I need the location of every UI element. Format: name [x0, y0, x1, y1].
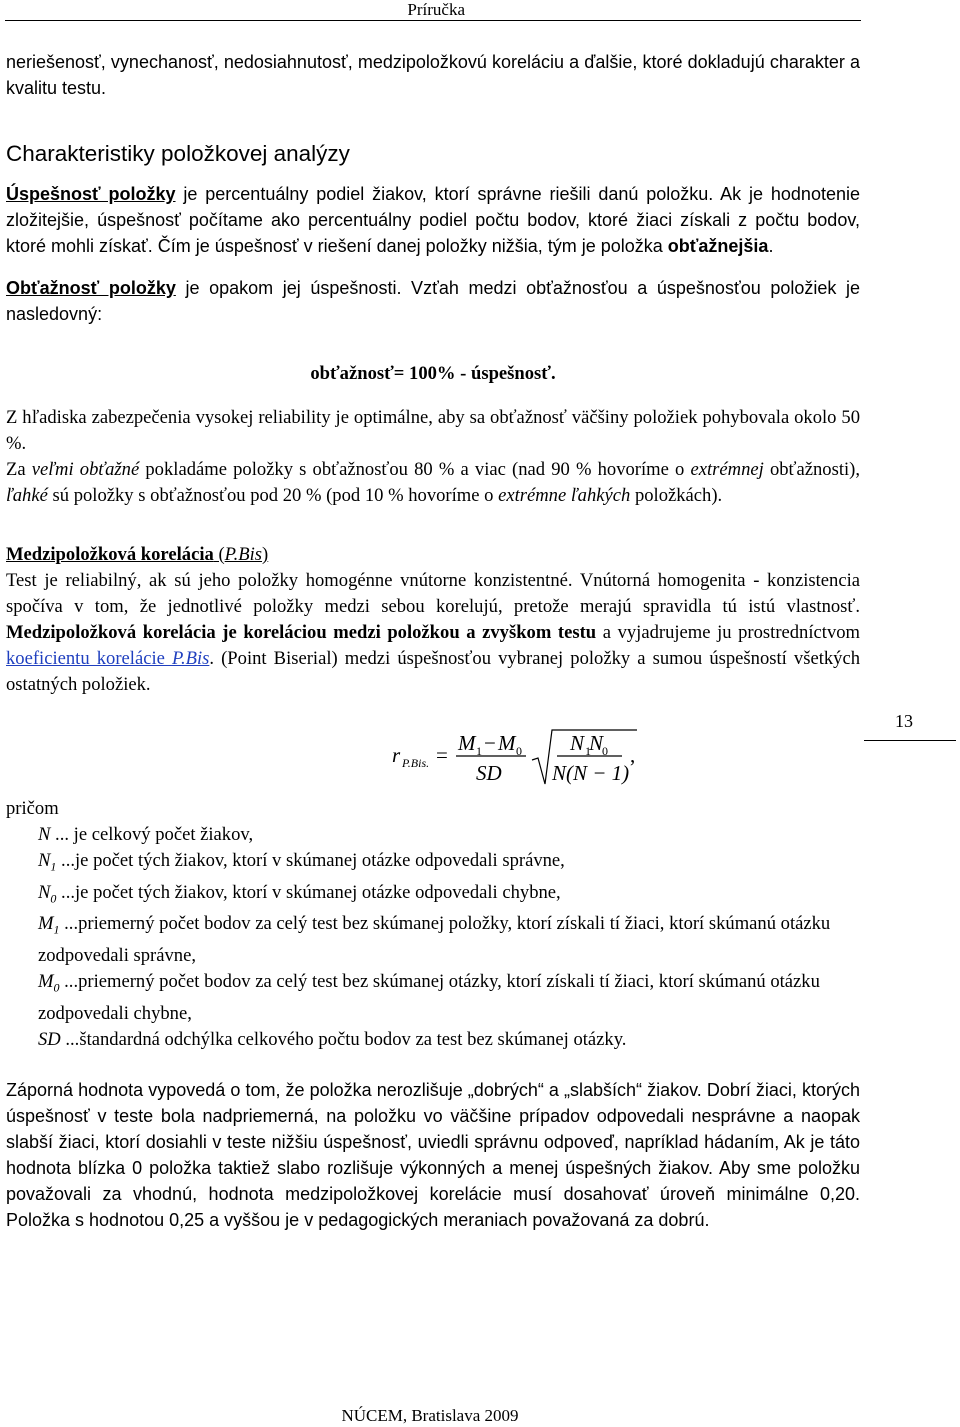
- definition-symbol: N: [38, 824, 51, 845]
- success-bold: obťažnejšia: [667, 236, 769, 256]
- formula-n1-sub: 1: [585, 744, 591, 758]
- symbol-definitions: [38, 822, 860, 1053]
- success-text: je percentuálny podiel žiakov, ktorí správne riešili danú položku. Ak je hodnotenie zložitejšie, úspešnosť počítame ako percentuálny podiel počtu bodov, ktoré žiaci získali z počtu bodov, ktoré mohli získať. Čím je úspešnosť v riešení danej položky nižšia, tým je položka: [6, 184, 860, 256]
- formula-n1: N: [570, 731, 585, 755]
- definition-symbol: N: [38, 850, 51, 871]
- correlation-paren-close: ): [262, 544, 269, 565]
- definition-subscript: 0: [50, 891, 57, 906]
- formula-m0-sub: 0: [516, 744, 522, 758]
- formula-n0: N: [589, 731, 604, 755]
- page-body: [6, 49, 860, 1233]
- definition-text: ...priemerný počet bodov za celý test bez skúmanej otázky, ktorí získali tí žiaci, ktorí skúmanú otázku zodpovedali chybne,: [38, 971, 820, 1024]
- correlation-paragraph: [6, 568, 860, 698]
- formula-root-den: N(N − 1): [552, 761, 630, 785]
- formula-sd: SD: [476, 761, 502, 785]
- correlation-heading: [6, 542, 860, 568]
- definition-symbol: SD: [38, 1028, 61, 1050]
- formula-comma: ,: [630, 743, 636, 767]
- definition-text: ...štandardná odchýlka celkového počtu bodov za test bez skúmanej otázky.: [60, 1028, 627, 1050]
- formula-m1-sub: 1: [476, 744, 482, 758]
- intro-paragraph: neriešenosť, vynechanosť, nedosiahnutosť, medzipoložkovú koreláciu a ďalšie, ktoré dokladujú charakter a kvalitu testu.: [6, 52, 860, 98]
- correlation-paren-open: (: [213, 544, 225, 565]
- difficulty-formula: obťažnosť= 100% - úspešnosť.: [310, 363, 556, 384]
- definition-text: ...priemerný počet bodov za celý test bez skúmanej položky, ktorí získali tí žiaci, ktorí skúmanú otázku zodpovedali správne,: [38, 913, 831, 967]
- p4-b: pokladáme položky s obťažnosťou 80 % a viac (nad 90 % hovoríme o: [139, 459, 691, 480]
- formula-r: r: [392, 743, 401, 767]
- difficulty-term: Obťažnosť položky: [6, 278, 176, 298]
- formula-m0: M: [498, 731, 516, 755]
- success-end: .: [768, 236, 774, 256]
- running-header: Príručka: [407, 0, 465, 19]
- page-number: 13: [895, 711, 913, 731]
- formula-n0-sub: 0: [602, 744, 608, 758]
- definition-item: [38, 911, 860, 969]
- p4-very-hard: veľmi obťažné: [31, 459, 140, 480]
- formula-minus: −: [484, 731, 496, 755]
- definition-symbol: N: [38, 881, 51, 903]
- definition-item: [38, 969, 860, 1027]
- success-term: Úspešnosť položky: [6, 184, 176, 204]
- reliability-paragraph: Z hľadiska zabezpečenia vysokej reliability je optimálne, aby sa obťažnosť väčšiny položiek pohybovala okolo 50 %.: [6, 407, 860, 454]
- p4-a: Za: [6, 459, 32, 480]
- correlation-text-a: Test je reliabilný, ak sú jeho položky homogénne vnútorne konzistentné. Vnútorná homogenita - konzistencia spočíva v tom, že jednotlivé položky medzi sebou korelujú, pretože merajú spravidla tú istú vlastnosť.: [6, 570, 860, 617]
- section-title: Charakteristiky položkovej analýzy: [6, 141, 350, 166]
- pbis-formula-svg-right: [552, 718, 802, 788]
- where-label: pričom: [6, 798, 59, 819]
- definition-item: [38, 880, 860, 912]
- definition-item: [38, 1027, 860, 1053]
- p4-easy: ľahké: [6, 485, 48, 506]
- p4-extreme: extrémnej: [690, 459, 764, 480]
- correlation-text-b: a vyjadrujeme ju prostredníctvom: [596, 622, 860, 643]
- formula-r-sub: P.Bis.: [402, 756, 430, 770]
- definition-text: ...je počet tých žiakov, ktorí v skúmanej otázke odpovedali chybne,: [56, 881, 561, 903]
- definition-text: ... je celkový počet žiakov,: [50, 824, 254, 845]
- definition-subscript: 1: [50, 859, 57, 874]
- header-rule: [5, 20, 861, 21]
- definition-item: [38, 822, 860, 848]
- correlation-heading-text: Medzipoložková korelácia: [6, 544, 214, 565]
- definition-subscript: 0: [53, 980, 60, 995]
- p4-c: obťažnosti),: [763, 459, 860, 480]
- correlation-pbis: P.Bis: [224, 544, 263, 565]
- correlation-text-c: . (Point Biserial) medzi úspešnosťou vybranej položky a sumou úspešností všetkých ostatných položiek.: [6, 648, 861, 695]
- definition-symbol: M: [38, 913, 54, 935]
- formula-eq: =: [436, 743, 448, 767]
- p4-extreme-easy: extrémne ľahkých: [498, 485, 631, 506]
- success-paragraph: [6, 181, 860, 259]
- difficulty-text: je opakom jej úspešnosti. Vzťah medzi obťažnosťou a úspešnosťou položiek je nasledovný:: [6, 278, 860, 324]
- pbis-formula: [6, 718, 860, 788]
- definition-text: ...je počet tých žiakov, ktorí v skúmanej otázke odpovedali správne,: [56, 850, 565, 871]
- footer: NÚCEM, Bratislava 2009: [341, 1406, 519, 1425]
- final-paragraph: Záporná hodnota vypovedá o tom, že položka nerozlišuje „dobrých“ a „slabších“ žiakov. Dobrí žiaci, ktorých úspešnosť v teste bola nadpriemerná, na položku vo väčšine prípadov odpovedali nesprávne a naopak slabší žiaci, ktorí dosiahli v teste nižšiu úspešnosť, uviedli správnu odpoveď, napríklad hádaním, Ak je táto hodnota blízka 0 položka taktiež slabo rozlišuje výkonných a menej úspešných žiakov. Aby sme položku považovali za vhodnú, hodnota medzipoložkovej korelácie musí dosahovať úroveň minimálne 0,20. Položka s hodnotou 0,25 a vyššou je v pedagogických meraniach považovaná za dobrú.: [6, 1079, 860, 1230]
- definition-symbol: M: [38, 971, 54, 993]
- p4-e: položkách).: [630, 485, 723, 506]
- difficulty-paragraph: [6, 275, 860, 327]
- correlation-bold: Medzipoložková korelácia je koreláciou medzi položkou a zvyškom testu: [6, 622, 597, 643]
- definition-item: [38, 848, 860, 880]
- difficulty-levels-paragraph: [6, 457, 860, 509]
- p4-d: sú položky s obťažnosťou pod 20 % (pod 10 % hovoríme o: [47, 485, 499, 506]
- definition-subscript: 1: [53, 923, 60, 938]
- coefficient-link-text: koeficientu korelácie: [6, 648, 172, 669]
- page-number-rule: [864, 740, 956, 741]
- coefficient-link-italic: P.Bis: [171, 648, 210, 669]
- coefficient-link[interactable]: [6, 648, 209, 669]
- formula-m1: M: [458, 731, 476, 755]
